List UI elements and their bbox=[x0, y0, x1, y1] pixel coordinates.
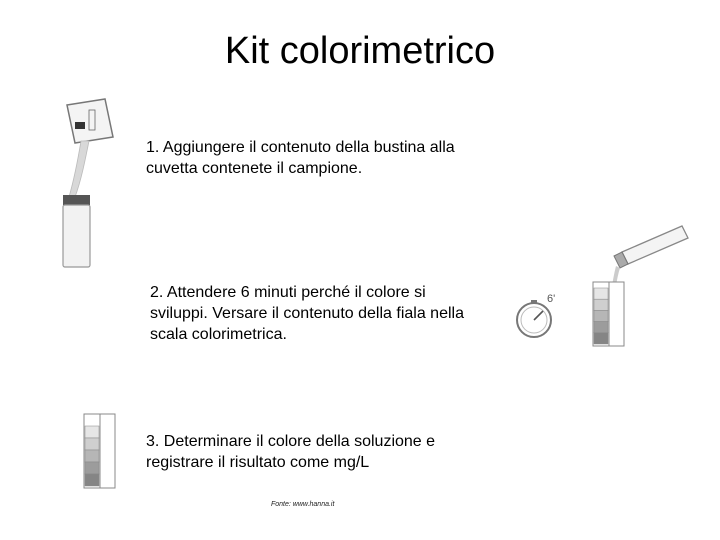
sachet-icon bbox=[67, 99, 113, 143]
step-3-text: 3. Determinare il colore della soluzione e registrare il risultato come mg/L bbox=[146, 433, 436, 471]
powder-stream bbox=[69, 141, 89, 197]
scale-cell bbox=[594, 322, 608, 333]
step-1-text: 1. Aggiungere il contenuto della bustina alla cuvetta contenete il campione. bbox=[146, 139, 455, 177]
scale-cell bbox=[85, 438, 99, 450]
timer-icon bbox=[517, 300, 551, 337]
vial-icon bbox=[614, 226, 688, 268]
scale-cell bbox=[594, 288, 608, 299]
cuvette-icon bbox=[63, 195, 90, 267]
timer-label: 6' bbox=[547, 293, 556, 305]
page-title: Kit colorimetrico bbox=[224, 30, 496, 72]
sachet-cuvette-illustration bbox=[55, 95, 125, 270]
scale-cell bbox=[594, 333, 608, 344]
scale-cell bbox=[85, 426, 99, 438]
scale-cell bbox=[85, 474, 99, 486]
scale-cell bbox=[85, 450, 99, 462]
source-credit: Fonte: www.hanna.it bbox=[271, 501, 335, 508]
scale-cell bbox=[594, 299, 608, 310]
step-2-text: 2. Attendere 6 minuti perché il colore si sviluppi. Versare il contenuto della fiala nella scala colorimetrica. bbox=[150, 284, 464, 343]
scale-cell bbox=[85, 462, 99, 474]
scale-cell bbox=[594, 310, 608, 321]
color-scale-icon bbox=[593, 282, 624, 346]
timer-scale-illustration bbox=[510, 222, 690, 352]
color-scale-illustration bbox=[82, 412, 122, 490]
